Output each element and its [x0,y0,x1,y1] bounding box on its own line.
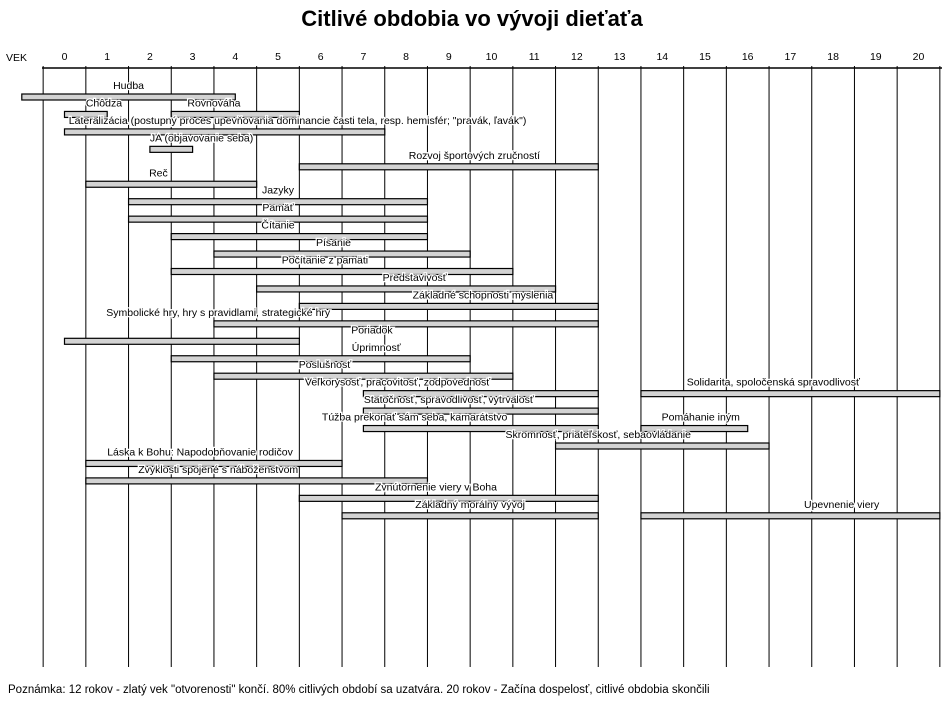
period-label: Lateralizácia (postupný proces upevňovania dominancie časti tela, resp. hemisfér; "pravák, ľavák") [68,114,527,127]
chart-title: Citlivé obdobia vo vývoji dieťaťa [301,6,643,31]
tick-label: 7 [360,51,367,63]
tick-label: 17 [784,51,797,63]
period-label: Veľkorysosť, pracovitosť, zodpovednosť [304,376,491,389]
tick-label: 11 [528,51,540,63]
period-bar [641,391,940,397]
period-label: Túžba prekonať sám seba, kamarátstvo [321,411,508,424]
period-label: Hudba [113,80,145,92]
tick-label: 8 [403,51,410,63]
period-label: Rovnováha [187,97,241,110]
period-bar [86,181,257,187]
tick-label: 9 [445,51,452,63]
period-bar [342,513,598,519]
period-label: Skromnosť, priateľskosť, sebaovládanie [505,429,691,441]
tick-label: 0 [61,51,68,63]
period-label: Základný morálny vývoj [415,498,526,511]
period-label: Láska k Bohu: Napodobňovanie rodičov [107,446,293,459]
period-bar [171,234,427,240]
tick-label: 19 [869,51,882,63]
period-label: Zvyklosti spojené s náboženstvom [138,463,299,476]
period-label: Chôdza [85,97,123,110]
period-bar [556,443,770,449]
period-label: Pomáhanie iným [661,411,740,424]
axis-label: VEK [6,52,28,64]
period-label: Symbolické hry, hry s pravidlami, strategické hry [106,306,331,319]
tick-label: 6 [317,51,324,63]
tick-label: 10 [485,51,498,63]
period-label: Poslušnosť [298,359,352,372]
period-label: Čítanie [261,219,295,232]
period-label: Základné schopnosti myslenia [412,289,554,302]
period-label: Poriadok [351,324,393,337]
period-label: Zvnútornenie viery v Boha [374,481,497,494]
tick-label: 4 [232,51,239,63]
period-bar [171,269,513,275]
period-bar [299,303,598,309]
period-bar [641,513,940,519]
tick-label: 1 [104,51,111,63]
period-label: Pamäť [262,202,294,215]
tick-label: 14 [656,51,669,63]
period-label: Upevnenie viery [803,498,880,511]
period-label: JA (objavovanie seba) [149,132,254,145]
period-label: Statočnosť, spravodlivosť, vytrvalosť [363,394,534,407]
tick-label: 2 [146,51,153,63]
tick-label: 15 [699,51,711,63]
period-label: Jazyky [261,184,295,197]
period-label: Písanie [315,237,352,250]
tick-label: 20 [912,51,925,63]
period-label: Počítanie z pamäti [281,254,369,267]
tick-label: 12 [571,51,583,63]
tick-label: 18 [827,51,839,63]
tick-label: 3 [189,51,196,63]
period-bar [214,321,598,327]
tick-label: 13 [613,51,626,63]
period-label: Rozvoj športových zručností [408,149,541,162]
period-label: Reč [149,167,168,180]
period-bar [150,146,193,152]
period-label: Predstavivosť [382,271,447,284]
period-bar [65,338,300,344]
period-label: Solidarita, spoločenská spravodlivosť [686,376,860,389]
tick-label: 16 [741,51,754,63]
footnote: Poznámka: 12 rokov - zlatý vek "otvorenosti" končí. 80% citlivých období sa uzatvára. 20 rokov - Začína dospelosť, citlivé obdobia skončili [8,684,710,696]
period-label: Úprimnosť [351,341,401,354]
tick-label: 5 [275,51,281,63]
period-bar [299,164,598,170]
